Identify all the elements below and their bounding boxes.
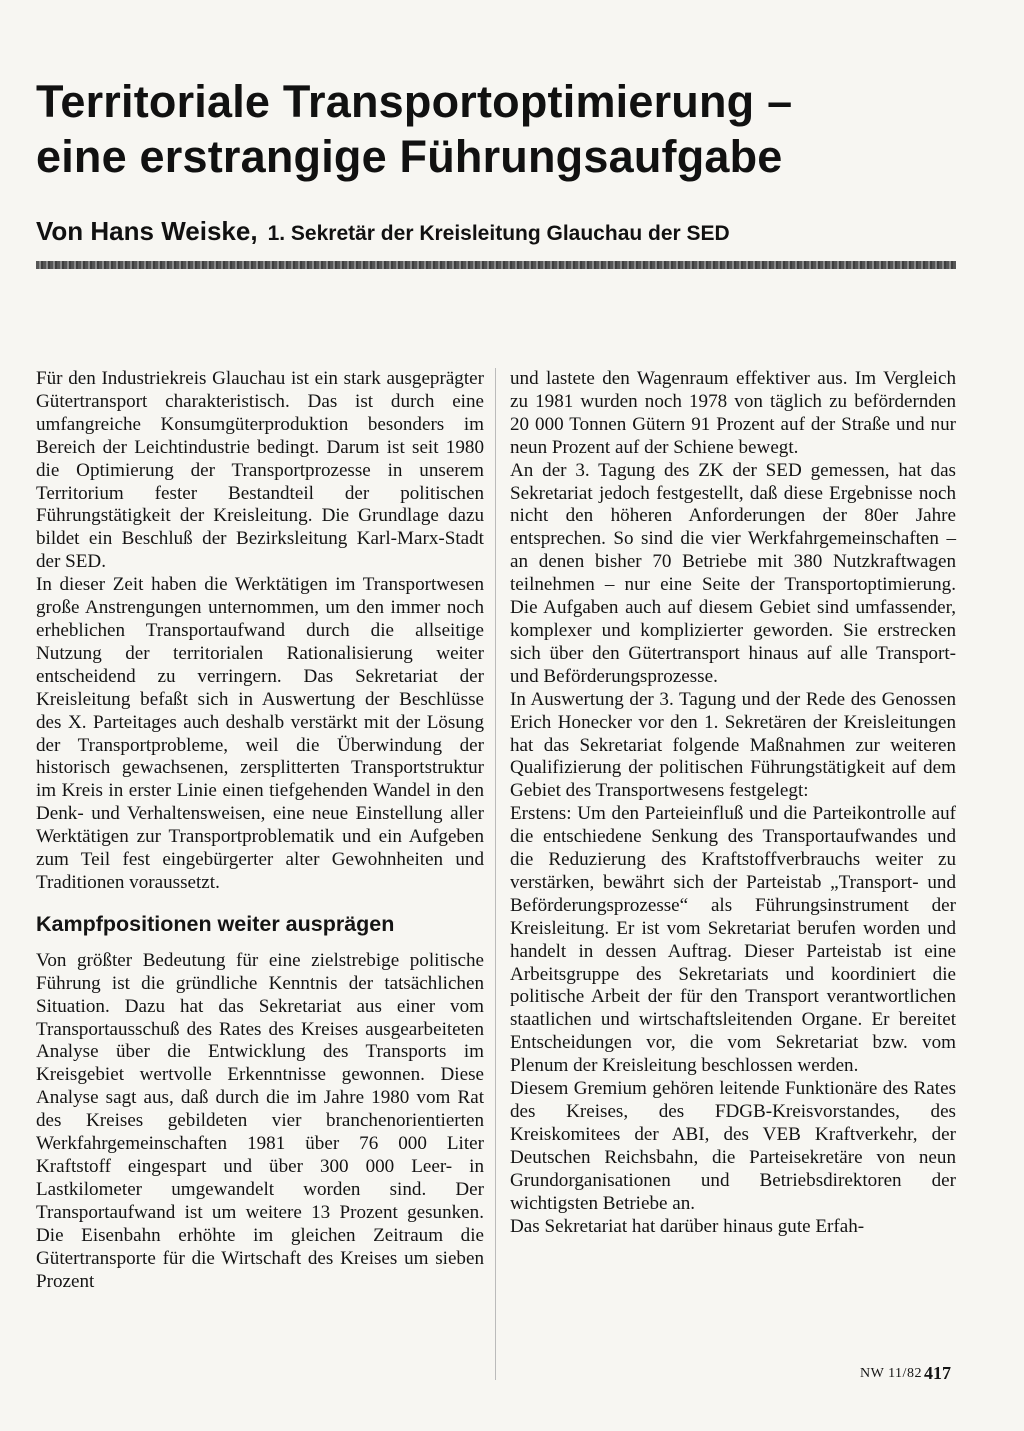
article-title xyxy=(36,74,976,184)
paragraph: Für den Industriekreis Glauchau ist ein stark ausgeprägter Gütertransport charakteristisch. Das ist durch eine umfangreiche Konsumgüterproduktion besonders im Bereich der Leichtindustrie bedingt. Darum ist seit 1980 die Optimierung der Transportprozesse in unserem Territorium fester Bestandteil der politischen Führungstätigkeit der Kreisleitung. Die Grundlage dazu bildet ein Beschluß der Bezirksleitung Karl-Marx-Stadt der SED. xyxy=(36,368,484,573)
paragraph: An der 3. Tagung des ZK der SED gemessen, hat das Sekretariat jedoch festgestellt, daß diese Ergebnisse noch nicht den höheren Anforderungen der 80er Jahre entsprechen. So sind die vier Werkfahrgemeinschaften – an denen bisher 70 Betriebe mit 380 Nutzkraftwagen teilnehmen – nur eine Seite der Transportoptimierung. Die Aufgaben auch auf diesem Gebiet sind umfassender, komplexer und komplizierter geworden. Sie erstrecken sich über den Gütertransport hinaus auf alle Transport- und Beförderungsprozesse. xyxy=(510,459,956,687)
byline xyxy=(36,216,730,247)
section-heading: Kampfpositionen weiter ausprägen xyxy=(36,911,395,936)
paragraph: In Auswertung der 3. Tagung und der Rede des Genossen Erich Honecker vor den 1. Sekretären der Kreisleitungen hat das Sekretariat folgende Maßnahmen zur weiteren Qualifizierung der politischen Führungstätigkeit auf dem Gebiet des Transportwesens festgelegt: xyxy=(510,688,956,802)
column-divider xyxy=(495,368,496,1380)
paragraph: In dieser Zeit haben die Werktätigen im Transportwesen große Anstrengungen unternommen, um den immer noch erheblichen Transportaufwand durch die allseitige Nutzung der territorialen Rationalisierung weiter entscheidend zu verringern. Das Sekretariat der Kreisleitung befaßt sich in Auswertung der Beschlüsse des X. Parteitages auch deshalb verstärkt mit der Lösung der Transportprobleme, weil die Überwindung der historisch gewachsenen, zersplitterten Transportstruktur im Kreis in erster Linie einen tiefgehenden Wandel in den Denk- und Verhaltensweisen, eine neue Einstellung aller Werktätigen zur Transportproblematik und ein Aufgeben zum Teil fest eingebürgerter alter Gewohnheiten und Traditionen voraussetzt. xyxy=(36,574,484,893)
author-role: 1. Sekretär der Kreisleitung Glauchau der SED xyxy=(267,222,730,245)
title-line-1: Territoriale Transportoptimierung – xyxy=(36,76,793,127)
paragraph: Von größter Bedeutung für eine zielstrebige politische Führung ist die gründliche Kenntnis der tatsächlichen Situation. Dazu hat das Sekretariat aus einer vom Transportausschuß des Rates des Kreises ausgearbeiteten Analyse über die Entwicklung des Transports im Kreisgebiet wertvolle Erkenntnisse gewonnen. Diese Analyse sagt aus, daß durch die im Jahre 1980 vom Rat des Kreises gebildeten vier branchenorientierten Werkfahrgemeinschaften 1981 über 76 000 Liter Kraftstoff eingespart und über 300 000 Leer- in Lastkilometer umgewandelt worden sind. Der Transportaufwand ist um weitere 13 Prozent gesunken. Die Eisenbahn erhöhte im gleichen Zeitraum die Gütertransporte für die Wirtschaft des Kreises um sieben Prozent xyxy=(36,949,484,1292)
page-number: 417 xyxy=(924,1363,951,1383)
paragraph: Diesem Gremium gehören leitende Funktionäre des Rates des Kreises, des FDGB-Kreisvorstandes, des Kreiskomitees der ABI, des VEB Kraftverkehr, der Deutschen Reichsbahn, die Parteisekretäre von neun Grundorganisationen und Betriebsdirektoren der wichtigsten Betriebe an. xyxy=(510,1078,956,1214)
left-column xyxy=(36,368,484,1293)
issue-code: NW 11/82 xyxy=(860,1366,922,1381)
paragraph: und lastete den Wagenraum effektiver aus. Im Vergleich zu 1981 wurden noch 1978 von täglich zu befördernden 20 000 Tonnen Gütern 91 Prozent auf der Straße und nur neun Prozent auf der Schiene bewegt. xyxy=(510,368,956,458)
paragraph: Das Sekretariat hat darüber hinaus gute Erfah- xyxy=(510,1215,865,1237)
author-name: Von Hans Weiske, xyxy=(36,216,258,246)
right-column xyxy=(510,368,956,1238)
title-line-2: eine erstrangige Führungsaufgabe xyxy=(36,131,783,182)
paragraph: Erstens: Um den Parteieinfluß und die Parteikontrolle auf die entschiedene Senkung des Transportaufwandes und die Reduzierung des Kraftstoffverbrauchs weiter zu verstärken, bewährt sich der Parteistab „Transport- und Beförderungsprozesse“ als Führungsinstrument der Kreisleitung. Er ist vom Sekretariat berufen worden und handelt in dessen Auftrag. Dieser Parteistab ist eine Arbeitsgruppe des Sekretariats und koordiniert die politische Arbeit der für den Transport verantwortlichen staatlichen und wirtschaftsleitenden Organe. Er bereitet Entscheidungen vor, die vom Sekretariat bzw. vom Plenum der Kreisleitung beschlossen werden. xyxy=(510,803,956,1077)
header-rule xyxy=(36,261,956,269)
